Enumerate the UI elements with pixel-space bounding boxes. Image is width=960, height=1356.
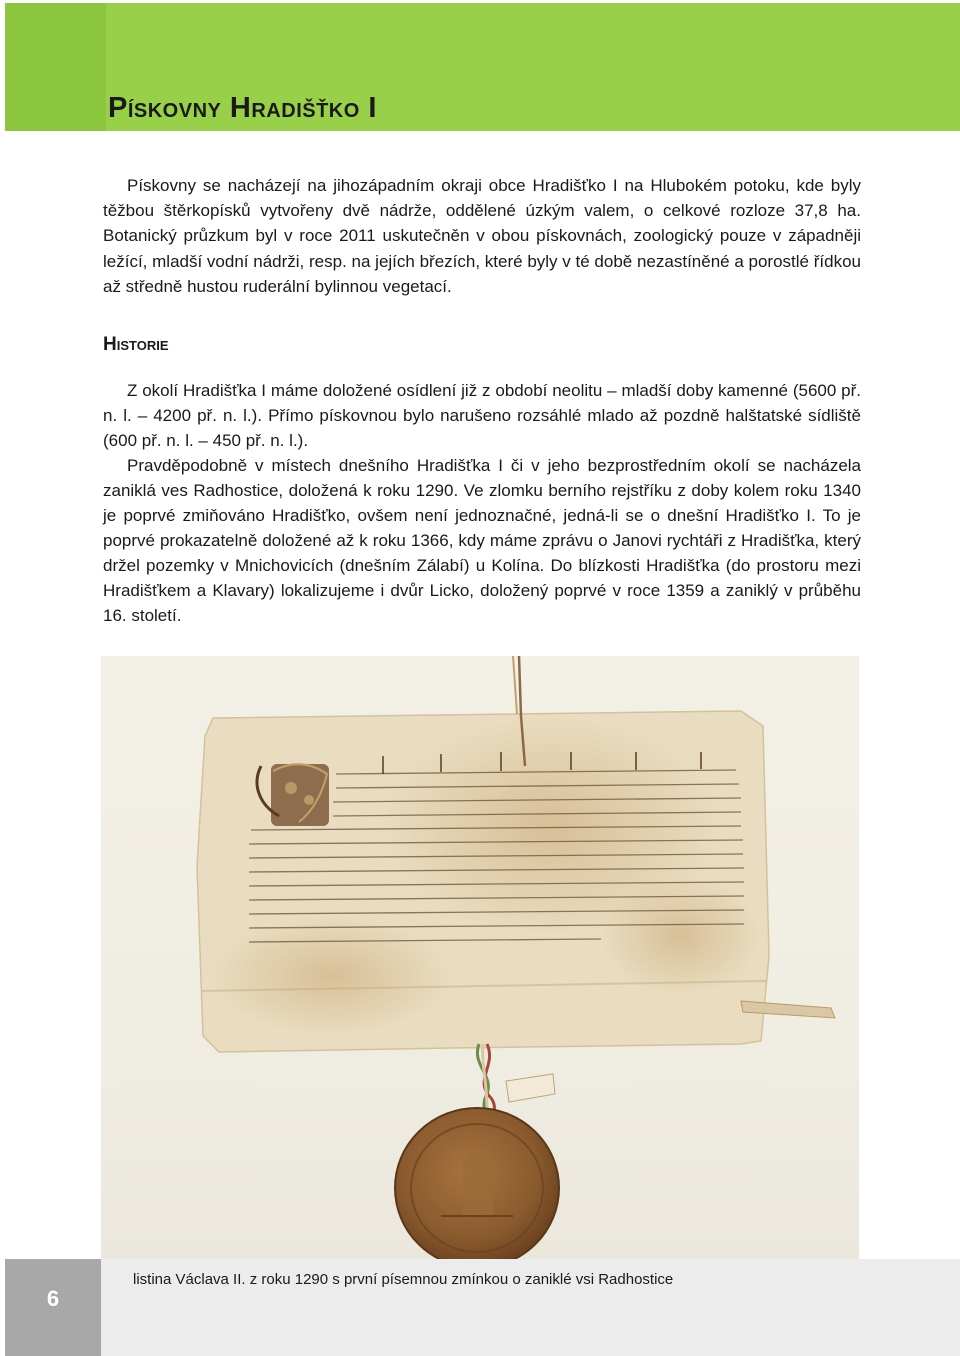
- intro-paragraph: Pískovny se nacházejí na jihozápadním okraji obce Hradišťko I na Hlubokém potoku, kde byly těžbou štěrkopísků vytvořeny dvě nádrže, oddělené úzkým valem, o celkové rozloze 37,8 ha. Botanický průzkum byl v roce 2011 uskutečněn v obou pískovnách, zoologický pouze v západněji ležící, mladší vodní nádrži, resp. na jejích březích, které byly v té době nezastíněné a porostlé řídkou až středně hustou ruderální bylinnou vegetací.: [103, 176, 861, 296]
- page-title: Pískovny Hradišťko I: [108, 92, 377, 124]
- page-number: 6: [46, 1286, 60, 1311]
- history-paragraph-2: Pravděpodobně v místech dnešního Hradišťka I či v jeho bezprostředním okolí se nacházela zaniklá ves Radhostice, doložená k roku 1290. Ve zlomku berního rejstříku z doby kolem roku 1340 je poprvé zmiňováno Hradišťko, ovšem není jednoznačné, jedná-li se o dnešní Hradišťko I. To je poprvé prokazatelně doložené až k roku 1366, kdy máme zprávu o Janovi rychtáři z Hradišťka, který držel pozemky v Mnichovicích (dnešním Zálabí) u Kolína. Do blízkosti Hradišťka (do prostoru mezi Hradišťkem a Klavary) lokalizujeme i dvůr Licko, doložený poprvé v roce 1359 a zaniklý v průběhu 16. století.: [103, 456, 861, 625]
- history-section: [103, 378, 861, 628]
- charter-photo: [101, 656, 859, 1260]
- wax-seal: [395, 1108, 559, 1260]
- figure-caption: listina Václava II. z roku 1290 s první písemnou zmínkou o zaniklé vsi Radhostice: [133, 1271, 674, 1288]
- history-paragraph-1: Z okolí Hradišťka I máme doložené osídlení již z období neolitu – mladší doby kamenné (5600 př. n. l. – 4200 př. n. l.). Přímo pískovnou bylo narušeno rozsáhlé mlado až pozdně halštatské sídliště (600 př. n. l. – 450 př. n. l.).: [103, 381, 861, 450]
- charter-illustration: [101, 656, 859, 1260]
- history-heading: Historie: [103, 334, 169, 355]
